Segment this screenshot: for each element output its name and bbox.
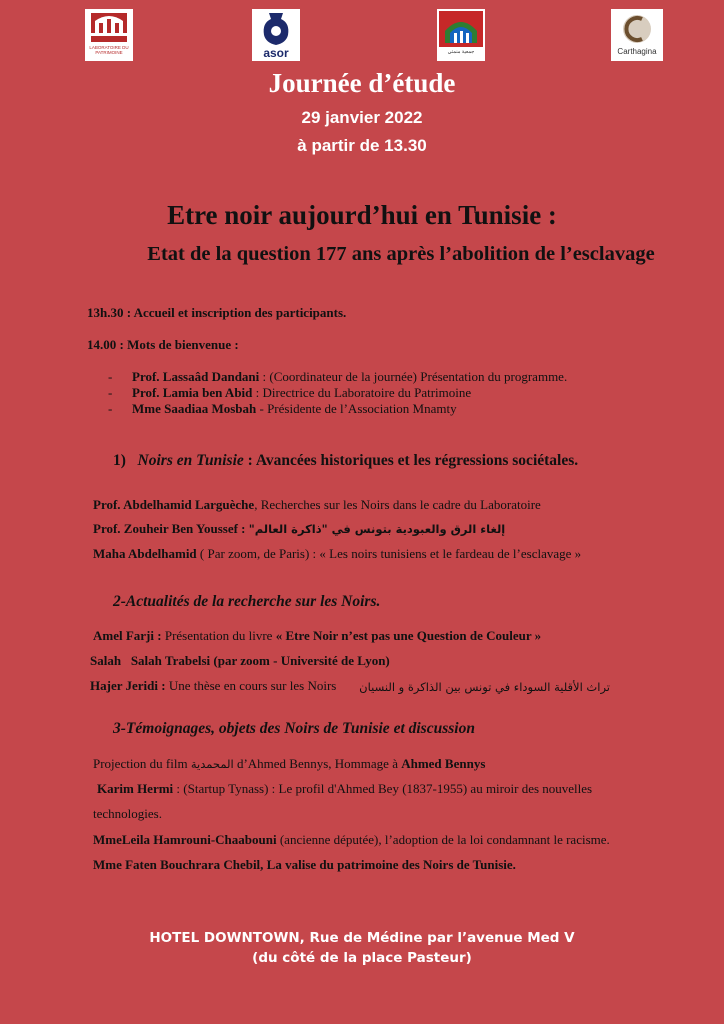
section3-heading: 3-Témoignages, objets des Noirs de Tunisie et discussion: [113, 720, 475, 737]
speaker-item: [132, 369, 567, 385]
reception-time: 13h.30 :: [87, 305, 132, 320]
event-type-heading: Journée d’étude: [268, 68, 456, 98]
asor-logo: [252, 9, 300, 61]
speaker-role: : Directrice du Laboratoire du Patrimoine: [252, 385, 472, 400]
presenter-name: Amel Farji :: [93, 628, 162, 643]
presentation-text: Présentation du livre: [161, 628, 276, 643]
spacer-text: [121, 653, 131, 668]
section1-title-italic: Noirs en Tunisie: [137, 452, 244, 469]
welcome-line: [87, 337, 239, 353]
association-mnamty-logo: [437, 9, 485, 61]
reception-text: Accueil et inscription des participants.: [131, 305, 347, 320]
logo-bar: [0, 9, 724, 65]
faten-line: Mme Faten Bouchrara Chebil, La valise du patrimoine des Noirs de Tunisie.: [93, 857, 516, 872]
carthagina-caption: Carthagina: [617, 47, 657, 56]
karim-line: [97, 781, 592, 797]
section2-item: [93, 628, 541, 644]
presenter-name: Karim Hermi: [97, 781, 174, 796]
presenter-detail: Salah Trabelsi (par zoom - Université de Lyon): [130, 653, 390, 668]
venue-location-note: (du côté de la place Pasteur): [252, 950, 472, 966]
section1-title-rest: : Avancées historiques et les régressions sociétales.: [243, 452, 579, 469]
presentation-text: : (Startup Tynass) : Le profil d'Ahmed Bey (1837-1955) au miroir des nouvelles: [173, 781, 593, 796]
presenter-name: Salah: [90, 653, 122, 668]
presentation-text: ( Par zoom, de Paris) : « Les noirs tunisiens et le fardeau de l’esclavage »: [196, 546, 582, 561]
section1-item: [93, 497, 541, 513]
section2-item: [90, 653, 390, 669]
section1-item: [93, 521, 505, 537]
event-start-time: à partir de 13.30: [297, 136, 427, 155]
welcome-text: Mots de bienvenue :: [123, 337, 239, 352]
projection-line: [93, 756, 485, 772]
presenter-name: Prof. Abdelhamid Larguèche: [93, 497, 255, 512]
speaker-item: [132, 385, 471, 401]
carthagina-logo: [611, 9, 663, 61]
bullet-dash: -: [108, 369, 113, 384]
section1-number: 1): [113, 452, 126, 469]
sub-title: Etat de la question 177 ans après l’abolition de l’esclavage: [147, 243, 655, 265]
thesis-arabic-title: تراث الأقلية السوداء في تونس بين الذاكرة و النسيان: [359, 680, 610, 694]
section2-item: [90, 678, 336, 694]
presenter-name: Maha Abdelhamid: [93, 546, 197, 561]
laboratoire-caption: LABORATOIRE DU PATRIMOINE: [89, 45, 129, 55]
speaker-item: [132, 401, 457, 417]
book-title: « Etre Noir n’est pas une Question de Couleur »: [275, 628, 542, 643]
section1-heading: [113, 452, 578, 470]
leila-line: [93, 832, 610, 848]
projection-text: d’Ahmed Bennys, Hommage à: [233, 756, 402, 771]
section2-heading: 2-Actualités de la recherche sur les Noirs.: [113, 593, 381, 610]
association-caption: جمعية منمتي: [447, 49, 475, 55]
film-arabic-title: المحمدية: [190, 757, 234, 771]
welcome-time: 14.00 :: [87, 337, 124, 352]
asor-caption: asor: [263, 46, 289, 60]
speaker-name: Prof. Lamia ben Abid: [132, 385, 253, 400]
presentation-text: (ancienne députée), l’adoption de la loi condamnant le racisme.: [276, 832, 610, 847]
speaker-name: Mme Saadiaa Mosbah: [132, 401, 257, 416]
presenter-name: MmeLeila Hamrouni-Chaabouni: [93, 832, 277, 847]
projection-text: Projection du film: [93, 756, 191, 771]
speaker-role: : (Coordinateur de la journée) Présentation du programme.: [259, 369, 568, 384]
speaker-role: - Présidente de l’Association Mnamty: [256, 401, 457, 416]
presentation-arabic-title: إلغاء الرق والعبودية بتونس في "ذاكرة العالم": [248, 522, 506, 536]
presenter-name: Prof. Zouheir Ben Youssef :: [93, 521, 246, 536]
presentation-text: Une thèse en cours sur les Noirs: [165, 678, 337, 693]
bullet-dash: -: [108, 401, 113, 416]
speaker-name: Prof. Lassaâd Dandani: [132, 369, 260, 384]
section1-item: [93, 546, 581, 562]
main-title: Etre noir aujourd’hui en Tunisie :: [167, 200, 557, 230]
presenter-name: Hajer Jeridi :: [90, 678, 166, 693]
laboratoire-patrimoine-logo: [85, 9, 133, 61]
karim-line-continued: technologies.: [93, 806, 162, 821]
honoree-name: Ahmed Bennys: [401, 756, 486, 771]
venue-address: HOTEL DOWNTOWN, Rue de Médine par l’avenue Med V: [149, 930, 575, 946]
reception-line: [87, 305, 346, 321]
presentation-text: , Recherches sur les Noirs dans le cadre du Laboratoire: [254, 497, 541, 512]
bullet-dash: -: [108, 385, 113, 400]
event-date: 29 janvier 2022: [301, 108, 423, 127]
